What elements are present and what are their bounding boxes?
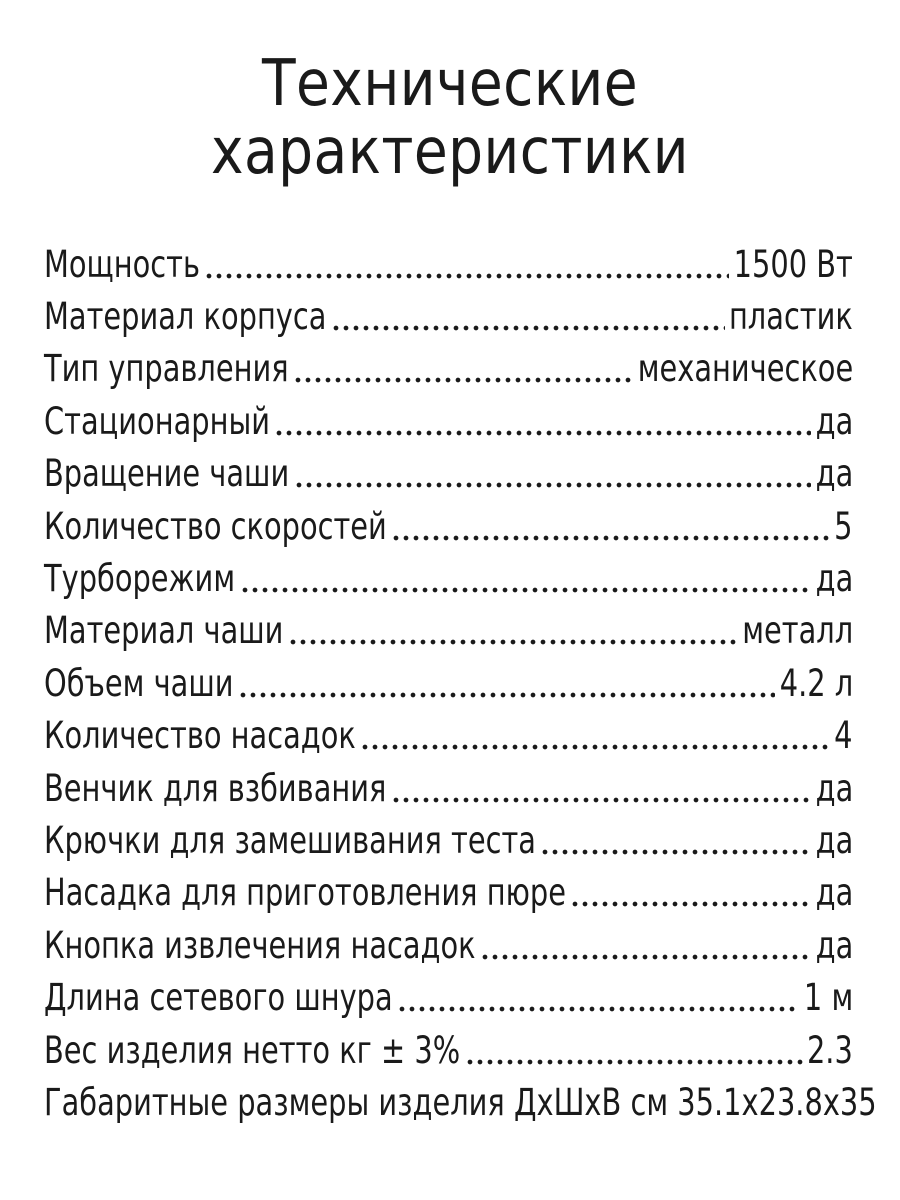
spec-value: да xyxy=(815,766,853,810)
page-title-line-1: Технические xyxy=(261,47,639,121)
dot-leader xyxy=(238,665,775,702)
dot-leader xyxy=(293,350,633,387)
dot-leader xyxy=(465,1032,803,1069)
dot-leader xyxy=(480,927,811,964)
spec-row-turbo-mode xyxy=(44,552,853,604)
spec-value: да xyxy=(815,399,853,443)
spec-value: 1 м xyxy=(803,976,853,1020)
spec-label: Венчик для взбивания xyxy=(44,766,387,810)
dot-leader xyxy=(288,612,738,649)
spec-value: да xyxy=(815,557,853,601)
spec-row-bowl-volume xyxy=(44,657,853,709)
page-title-line-2: характеристики xyxy=(211,115,689,189)
spec-value: да xyxy=(815,818,853,862)
dot-leader xyxy=(294,455,811,492)
spec-row-speed-count xyxy=(44,500,853,552)
spec-row-net-weight xyxy=(44,1024,853,1076)
spec-row-cord-length xyxy=(44,971,853,1023)
spec-row-puree-attachment xyxy=(44,867,853,919)
spec-value: металл xyxy=(742,609,853,653)
spec-label: Количество насадок xyxy=(44,714,356,758)
dot-leader xyxy=(240,560,811,597)
dot-leader xyxy=(204,246,729,283)
spec-row-bowl-rotation xyxy=(44,448,853,500)
spec-value: пластик xyxy=(729,295,853,339)
spec-label: Турборежим xyxy=(44,557,236,601)
dot-leader xyxy=(360,717,830,754)
spec-row-body-material xyxy=(44,290,853,342)
spec-label: Стационарный xyxy=(44,399,270,443)
dot-leader xyxy=(570,874,811,911)
spec-label: Крючки для замешивания теста xyxy=(44,818,536,862)
spec-value: да xyxy=(815,871,853,915)
spec-value: 4 xyxy=(834,714,853,758)
page-title xyxy=(63,47,837,189)
spec-label: Вращение чаши xyxy=(44,452,290,496)
dot-leader xyxy=(391,508,830,545)
spec-value: 5 xyxy=(834,504,853,548)
dot-leader xyxy=(397,979,799,1016)
spec-value: механическое xyxy=(637,347,853,391)
spec-value: 2.3 xyxy=(807,1028,853,1072)
spec-row-control-type xyxy=(44,343,853,395)
spec-label: Мощность xyxy=(44,242,200,286)
spec-label: Материал корпуса xyxy=(44,295,327,339)
spec-label: Вес изделия нетто кг ± 3% xyxy=(44,1028,461,1072)
dot-leader xyxy=(331,298,725,335)
spec-label: Тип управления xyxy=(44,347,289,391)
spec-row-attachment-count xyxy=(44,710,853,762)
spec-label: Длина сетевого шнура xyxy=(44,976,393,1020)
dot-leader xyxy=(274,403,811,440)
spec-value: 1500 Вт xyxy=(733,242,853,286)
dot-leader xyxy=(391,770,811,807)
spec-value: 35.1x23.8x35 xyxy=(677,1080,877,1124)
spec-row-dough-hooks xyxy=(44,814,853,866)
spec-value: да xyxy=(815,923,853,967)
spec-label: Объем чаши xyxy=(44,661,234,705)
spec-row-whisk xyxy=(44,762,853,814)
spec-list xyxy=(44,238,877,1129)
spec-label: Материал чаши xyxy=(44,609,284,653)
spec-label: Количество скоростей xyxy=(44,504,387,548)
spec-row-bowl-material xyxy=(44,605,853,657)
spec-value: 4.2 л xyxy=(779,661,853,705)
spec-label: Насадка для приготовления пюре xyxy=(44,871,566,915)
spec-row-dimensions xyxy=(44,1076,877,1128)
spec-row-power xyxy=(44,238,853,290)
spec-row-stationary xyxy=(44,395,853,447)
spec-label: Кнопка извлечения насадок xyxy=(44,923,476,967)
spec-value: да xyxy=(815,452,853,496)
spec-label: Габаритные размеры изделия ДхШхВ см xyxy=(44,1080,669,1124)
dot-leader xyxy=(540,822,811,859)
spec-row-eject-button xyxy=(44,919,853,971)
